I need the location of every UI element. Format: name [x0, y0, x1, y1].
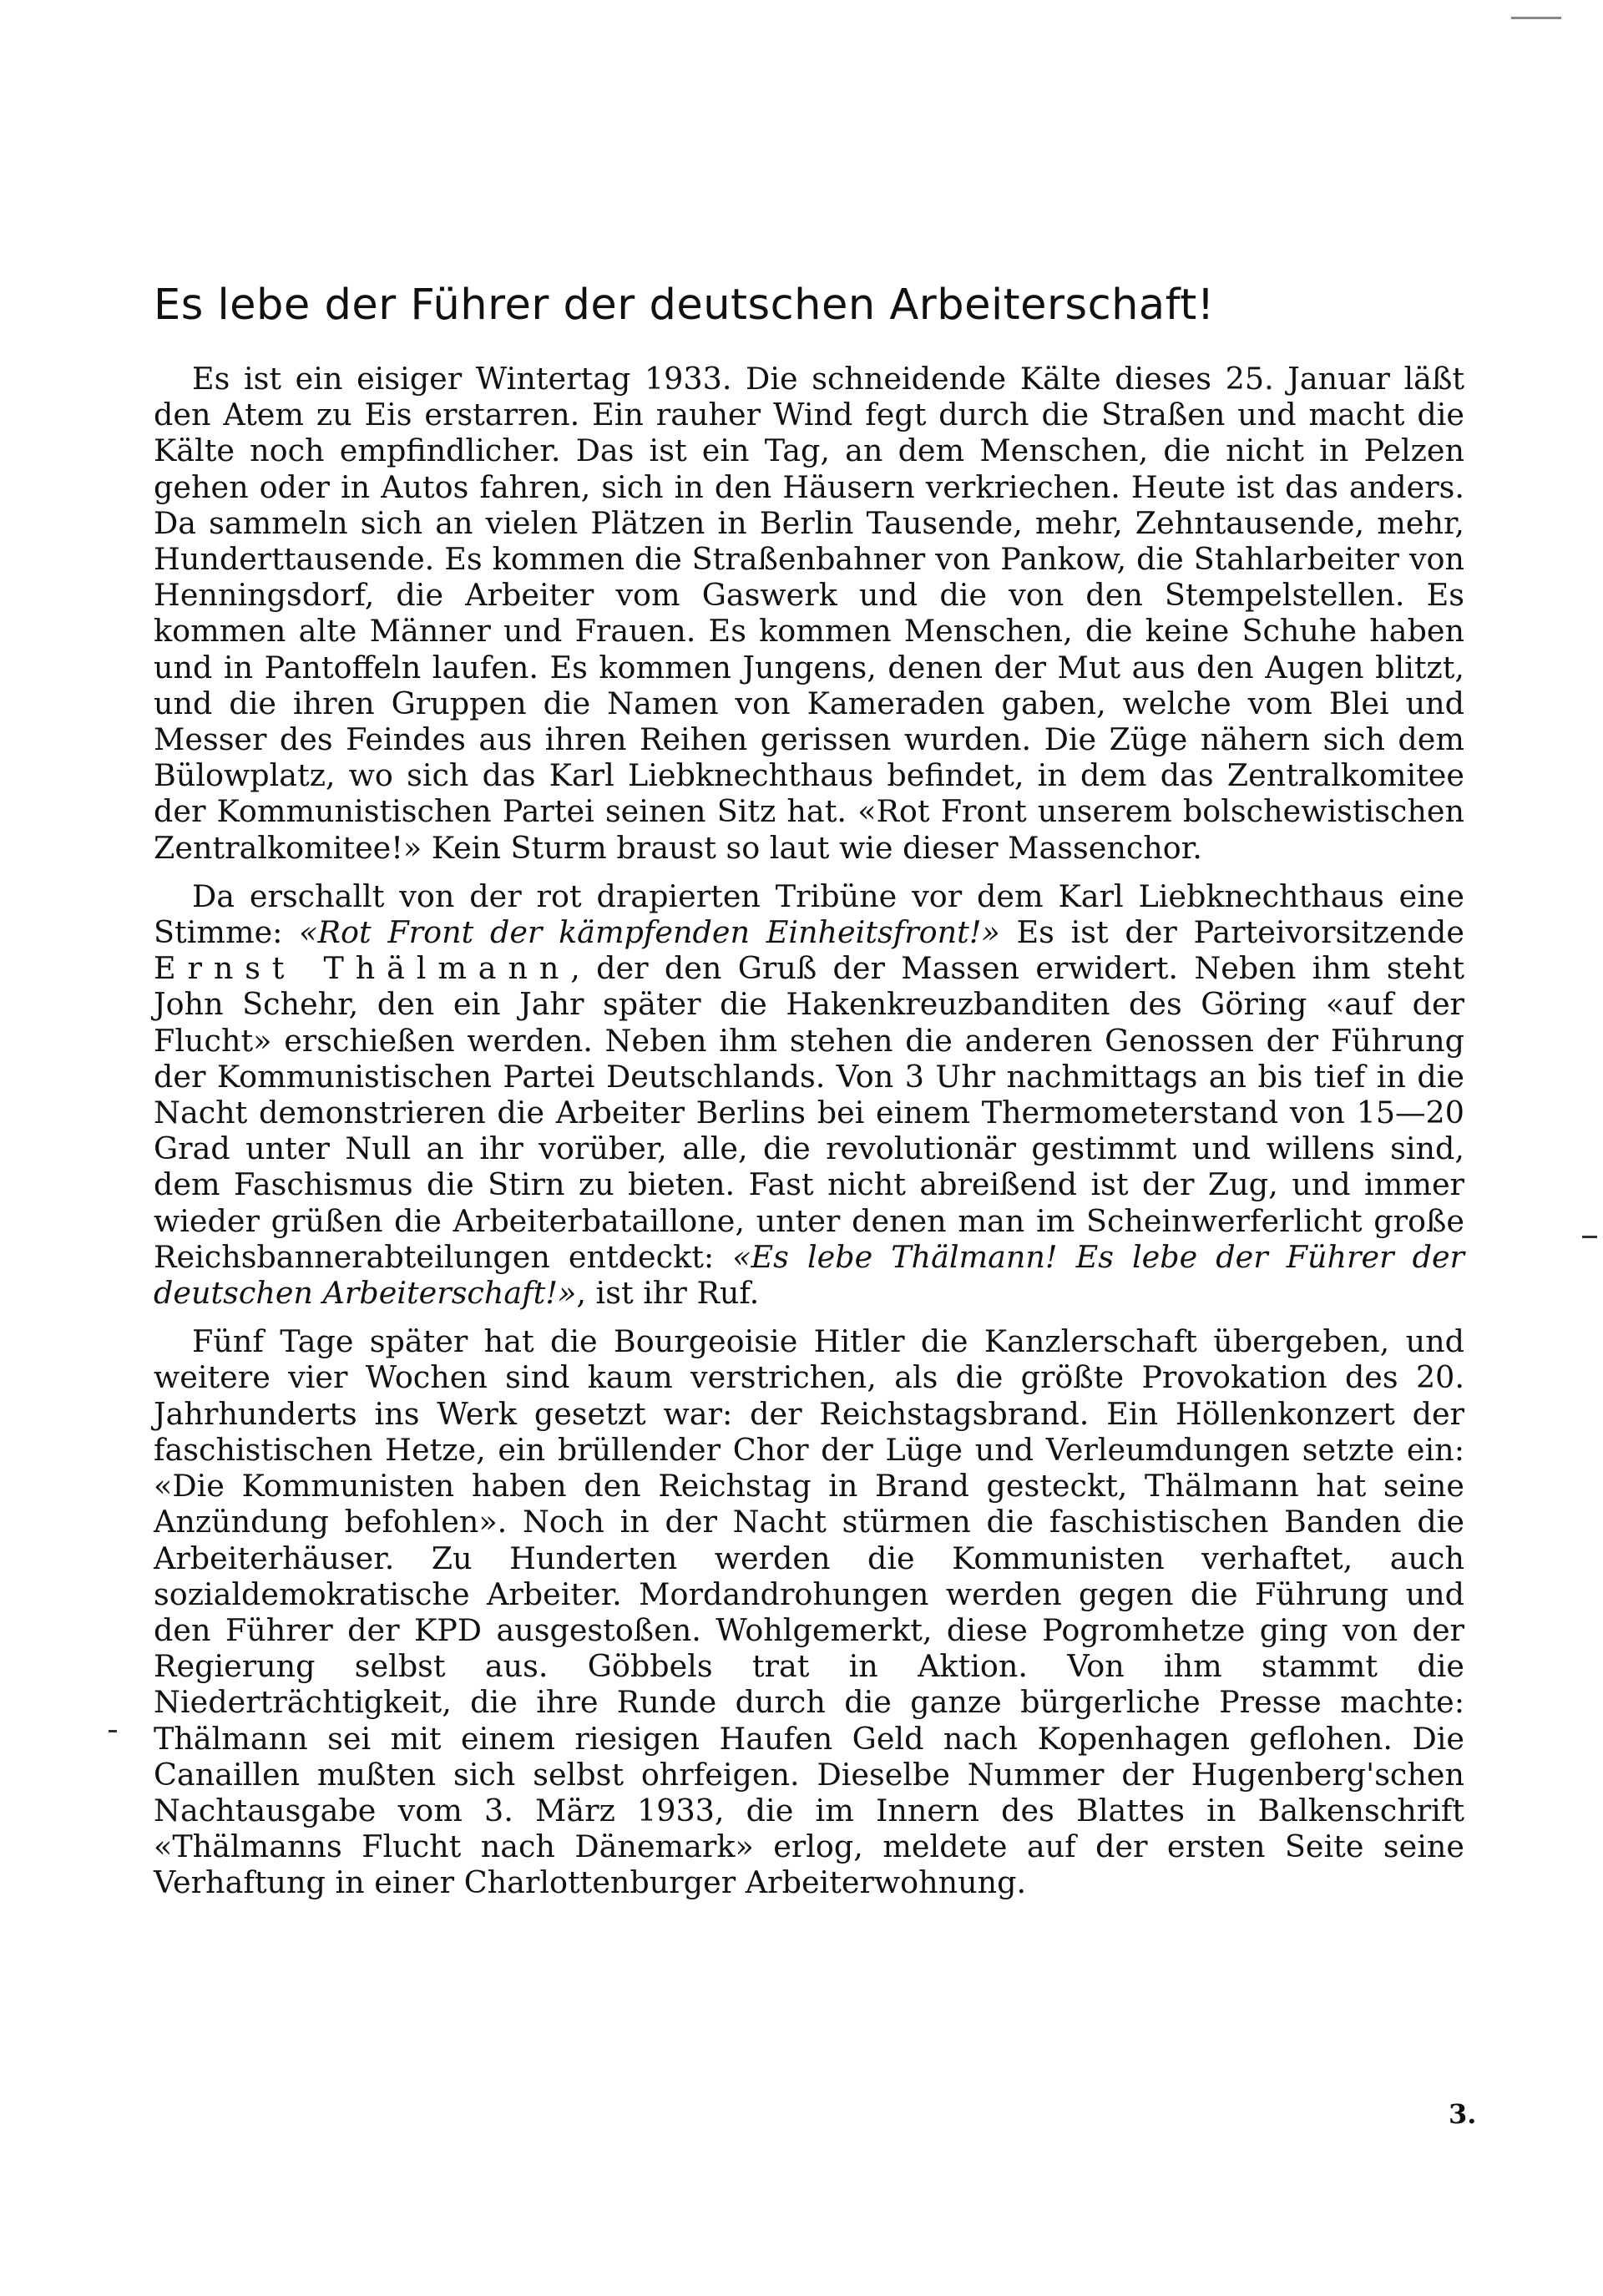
paragraph-2-text-4: , ist ihr Ruf.	[576, 1275, 760, 1312]
paragraph-1: Es ist ein eisiger Wintertag 1933. Die schneidende Kälte dieses 25. Januar läßt den Atem zu Eis erstarren. Ein rauher Wind fegt durch die Straßen und macht die Kälte noch empfindlicher. Das ist ein Tag, an dem Menschen, die nicht in Pelzen gehen oder in Autos fahren, sich in den Häusern verkriechen. Heute ist das anders. Da sammeln sich an vielen Plätzen in Berlin Tausende, mehr, Zehntausende, mehr, Hunderttausende. Es kommen die Straßenbahner von Pankow, die Stahlarbeiter von Henningsdorf, die Arbeiter vom Gaswerk und die von den Stempelstellen. Es kommen alte Männer und Frauen. Es kommen Menschen, die keine Schuhe haben und in Pantoffeln laufen. Es kommen Jungens, denen der Mut aus den Augen blitzt, und die ihren Gruppen die Namen von Kameraden gaben, welche vom Blei und Messer des Feindes aus ihren Reihen gerissen wurden. Die Züge nähern sich dem Bülowplatz, wo sich das Karl Liebknechthaus befindet, in dem das Zentralkomitee der Kommunistischen Partei seinen Sitz hat. «Rot Front unserem bolschewistischen Zentralkomitee!» Kein Sturm braust so laut wie dieser Massenchor.	[154, 361, 1464, 866]
quote-rot-front: «Rot Front der kämpfenden Einheitsfront!»	[299, 914, 1000, 951]
margin-mark-left	[109, 1730, 117, 1732]
paragraph-2-text-1: Da erschallt von der rot drapierten Tribüne vor dem Karl Liebknechthaus eine Stimme:	[154, 877, 1464, 951]
paragraph-2-text-3: , der den Gruß der Massen erwidert. Neben ihm steht John Schehr, den ein Jahr später die Hakenkreuzbanditen des Göring «auf der Flucht» erschießen werden. Neben ihm stehen die anderen Genossen der Führung der Kommunistischen Partei Deutschlands. Von 3 Uhr nachmittags an bis tief in die Nacht demonstrieren die Arbeiter Berlins bei einem Thermometerstand von 15—20 Grad unter Null an ihr vorüber, alle, die revolutionär gestimmt und willens sind, dem Faschismus die Stirn zu bieten. Fast nicht abreißend ist der Zug, und immer wieder grüßen die Arbeiterbataillone, unter denen man im Scheinwerferlicht große Reichsbannerabteilungen entdeckt:	[154, 950, 1464, 1275]
paragraph-3: Fünf Tage später hat die Bourgeoisie Hitler die Kanzlerschaft übergeben, und weitere vier Wochen sind kaum verstrichen, als die größte Provokation des 20. Jahrhunderts ins Werk gesetzt war: der Reichstagsbrand. Ein Höllenkonzert der faschistischen Hetze, ein brüllender Chor der Lüge und Verleumdungen setzte ein: «Die Kommunisten haben den Reichstag in Brand gesteckt, Thälmann hat seine Anzündung befohlen». Noch in der Nacht stürmen die faschistischen Banden die Arbeiterhäuser. Zu Hunderten werden die Kommunisten verhaftet, auch sozialdemokratische Arbeiter. Mordandrohungen werden gegen die Führung und den Führer der KPD ausgestoßen. Wohlgemerkt, diese Pogromhetze ging von der Regierung selbst aus. Göbbels trat in Aktion. Von ihm stammt die Niederträchtigkeit, die ihre Runde durch die ganze bürgerliche Presse machte: Thälmann sei mit einem riesigen Haufen Geld nach Kopenhagen geflohen. Die Canaillen mußten sich selbst ohrfeigen. Dieselbe Nummer der Hugenberg'schen Nachtausgabe vom 3. März 1933, die im Innern des Blattes in Balkenschrift «Thälmanns Flucht nach Dänemark» erlog, meldete auf der ersten Seite seine Verhaftung in einer Charlottenburger Arbeiterwohnung.	[154, 1323, 1464, 1901]
body-text	[154, 361, 1464, 1901]
paragraph-2-text-2: Es ist der Parteivorsitzende	[999, 914, 1464, 951]
name-ernst-thaelmann: Ernst Thälmann	[154, 950, 571, 987]
scan-mark	[1511, 17, 1561, 19]
margin-mark-right	[1582, 1236, 1597, 1238]
paragraph-2	[154, 878, 1464, 1311]
page-number: 3.	[1449, 2098, 1477, 2130]
quote-es-lebe-thaelmann: «Es lebe Thälmann! Es lebe der Führer der deutschen Arbeiterschaft!»	[154, 1238, 1465, 1312]
page-title: Es lebe der Führer der deutschen Arbeiterschaft!	[154, 281, 1215, 330]
